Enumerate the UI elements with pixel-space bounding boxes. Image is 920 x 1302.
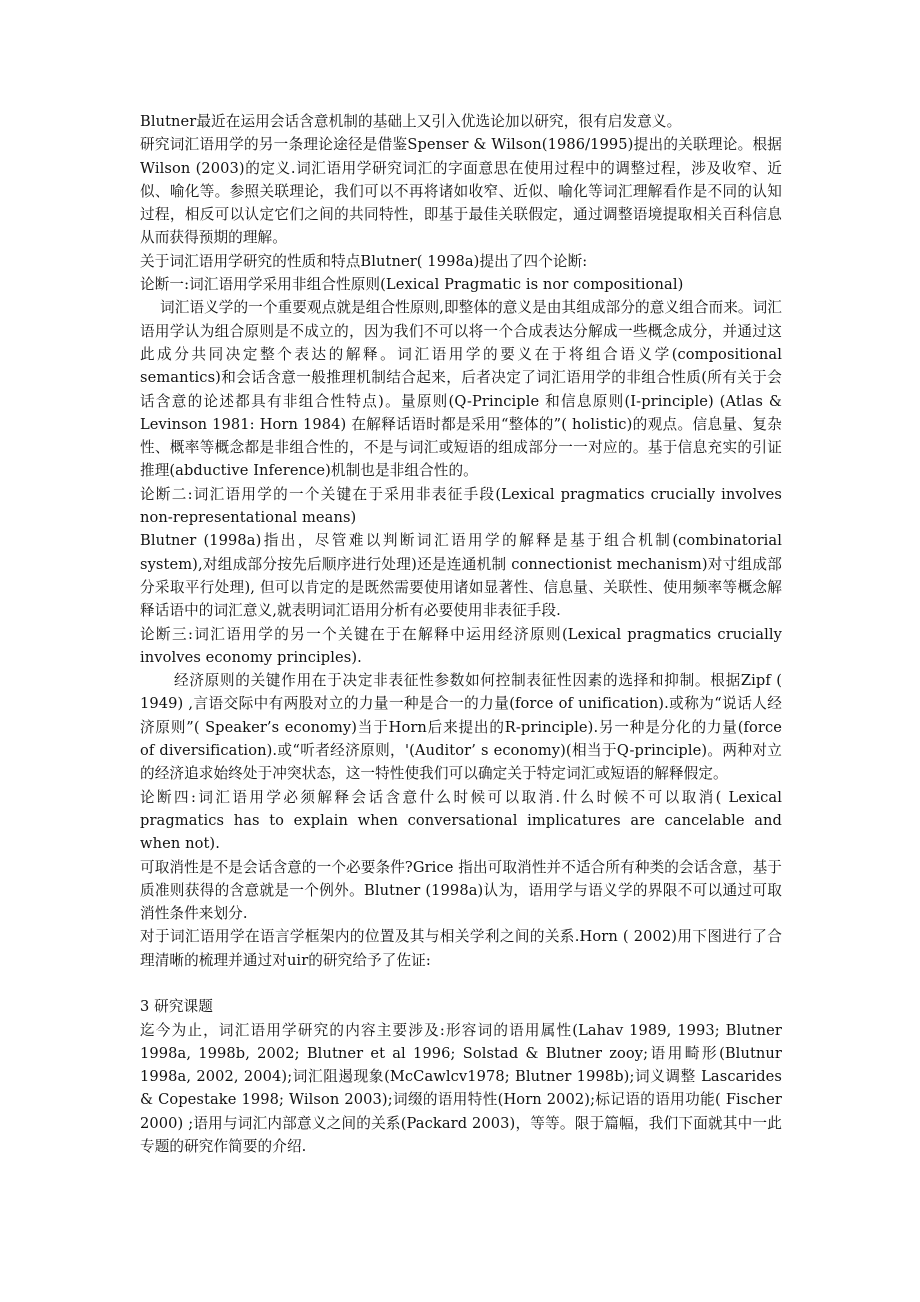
paragraph-claim-one-body: 词汇语义学的一个重要观点就是组合性原则,即整体的意义是由其组成部分的意义组合而来。词汇语用学认为组合原则是不成立的，因为我们不可以将一个合成表达分解成一些概念成分，并通过这此成分共同决定整个表达的解释。词汇语用学的要义在于将组合语义学(compositional semantics)和会话含意一般推理机制结合起来，后者决定了词汇语用学的非组合性质(所有关于会话含意的论述都具有非组合性特点)。量原则(Q-Principle 和信息原则(I-principle) (Atlas & Levinson 1981: Horn 1984) 在解释话语时都是采用“整体的”( holistic)的观点。信息量、复杂性、概率等概念都是非组合性的，不是与词汇或短语的组成部分一一对应的。基于信息充实的引证推理(abductive Inference)机制也是非组合性的。	[140, 299, 782, 480]
paragraph-research-topics: 迄今为止，词汇语用学研究的内容主要涉及:形容词的语用属性(Lahav 1989, 1993; Blutner 1998a, 1998b, 2002; Blutner et al 1996; Solstad & Blutner zooy;语用畸形(Blutnur 1998a, 2002, 2004);词汇阻遏现象(McCawlcv1978; Blutner 1998b);词义调整 Lascarides & Copestake 1998; Wilson 2003);词缀的语用特性(Horn 2002);标记语的语用功能( Fischer 2000) ;语用与词汇内部意义之间的关系(Packard 2003)，等等。限于篇幅，我们下面就其中一此专题的研究作简要的介绍.	[140, 1021, 782, 1156]
paragraph-blutner-intro: Blutner最近在运用会话含意机制的基础上又引入优选论加以研究，很有启发意义。	[140, 113, 682, 130]
paragraph-cancelability: 可取消性是不是会话含意的一个必要条件?Grice 指出可取消性并不适合所有种类的会话含意，基于质准则获得的含意就是一个例外。Blutner (1998a)认为，语用学与语义学的界限不可以通过可取消性条件来划分.	[140, 858, 782, 923]
paragraph-relevance-theory: 研究词汇语用学的另一条理论途径是借鉴Spenser & Wilson(1986/1995)提出的关联理论。根据Wilson (2003)的定义.词汇语用学研究词汇的字面意思在使用过程中的调整过程，涉及收窄、近似、喻化等。参照关联理论，我们可以不再将诸如收窄、近似、喻化等词汇理解看作是不同的认知过程，相反可以认定它们之间的共同特性，即基于最佳关联假定，通过调整语境提取相关百科信息从而获得预期的理解。	[140, 136, 782, 247]
blank-line	[140, 972, 782, 995]
section-heading-research-topics: 3 研究课题	[140, 998, 213, 1016]
heading-claim-one: 论断一:词汇语用学采用非组合性原则(Lexical Pragmatic is nor compositional)	[140, 276, 684, 294]
document-body	[140, 110, 782, 1158]
heading-claim-two: 论断二:词汇语用学的一个关键在于采用非表征手段(Lexical pragmatics crucially involves non-representational means)	[140, 485, 782, 527]
paragraph-claim-three-body: 经济原则的关键作用在于决定非表征性参数如何控制表征性因素的选择和抑制。根据Zipf ( 1949) ,言语交际中有两股对立的力量一种是合一的力量(force of unification).或称为“说话人经济原则”( Speaker’s economy)当于Horn后来提出的R-principle).另一种是分化的力量(force of diversification).或“听者经济原则，'(Auditor’ s economy)(相当于Q-principle)。两种对立的经济追求始终处于冲突状态，这一特性使我们可以确定关于特定词汇或短语的解释假定。	[140, 672, 782, 783]
heading-claim-four: 论断四:词汇语用学必须解释会话含意什么时候可以取消.什么时候不可以取消( Lexical pragmatics has to explain when conversational implicatures are cancelable and when not).	[140, 788, 782, 853]
paragraph-claim-two-body: Blutner (1998a)指出，尽管难以判断词汇语用学的解释是基于组合机制(combinatorial system),对组成部分按先后顺序进行处理)还是连通机制 connectionist mechanism)对寸组成部分采取平行处理), 但可以肯定的是既然需要使用诸如显著性、信息量、关联性、使用频率等概念解释话语中的词汇意义,就表明词汇语用分析有必要使用非表征手段.	[140, 532, 782, 620]
heading-claim-three: 论断三:词汇语用学的另一个关键在于在解释中运用经济原则(Lexical pragmatics crucially involves economy principles).	[140, 625, 782, 666]
paragraph-four-claims-intro: 关于词汇语用学研究的性质和特点Blutner( 1998a)提出了四个论断:	[140, 252, 588, 270]
paragraph-horn-diagram-intro: 对于词汇语用学在语言学框架内的位置及其与相关学利之间的关系.Horn ( 2002)用下图进行了合理清晰的梳理并通过对uir的研究给予了佐证:	[140, 928, 782, 969]
